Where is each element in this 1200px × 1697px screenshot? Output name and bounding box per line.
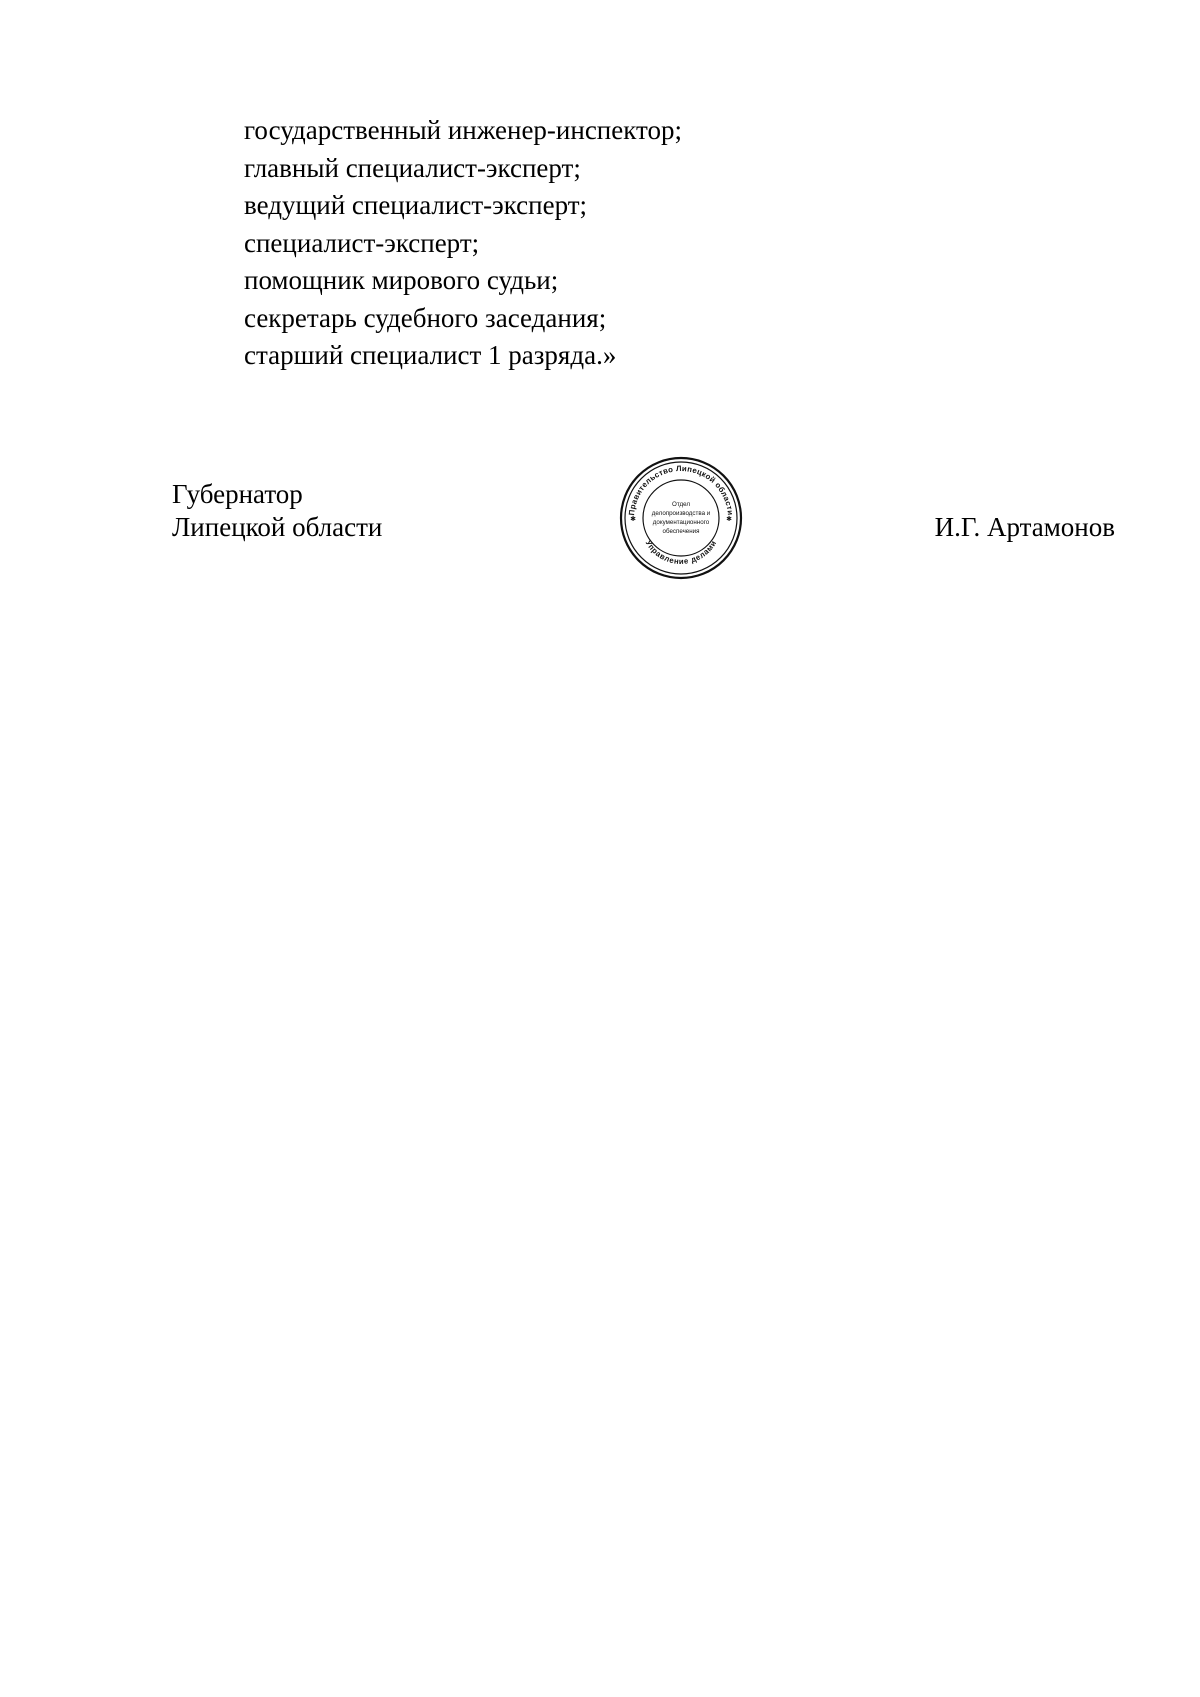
list-item: ведущий специалист-эксперт; — [244, 190, 588, 220]
signer-title — [172, 478, 382, 544]
svg-text:Отдел: Отдел — [672, 501, 690, 508]
svg-text:✱: ✱ — [630, 515, 636, 523]
svg-text:Управление делами: Управление делами — [643, 538, 719, 567]
list-item: государственный инженер-инспектор; — [244, 115, 682, 145]
signer-title-line1: Губернатор — [172, 479, 303, 509]
positions-list — [244, 112, 682, 375]
list-item: помощник мирового судьи; — [244, 265, 559, 295]
list-item: главный специалист-эксперт; — [244, 152, 581, 183]
official-seal — [617, 454, 745, 582]
svg-text:✱: ✱ — [726, 515, 732, 523]
seal-icon — [617, 454, 745, 582]
list-item: специалист-эксперт; — [244, 227, 480, 258]
svg-text:документационного: документационного — [652, 519, 710, 526]
svg-text:делопроизводства и: делопроизводства и — [651, 510, 711, 517]
svg-text:Правительство Липецкой области: Правительство Липецкой области — [627, 463, 735, 516]
signer-name: И.Г. Артамонов — [934, 512, 1115, 542]
list-item: старший специалист 1 разряда.» — [244, 340, 617, 370]
svg-text:обеспечения: обеспечения — [662, 528, 700, 535]
list-item: секретарь судебного заседания; — [244, 302, 607, 333]
signer-title-line2: Липецкой области — [172, 512, 383, 542]
